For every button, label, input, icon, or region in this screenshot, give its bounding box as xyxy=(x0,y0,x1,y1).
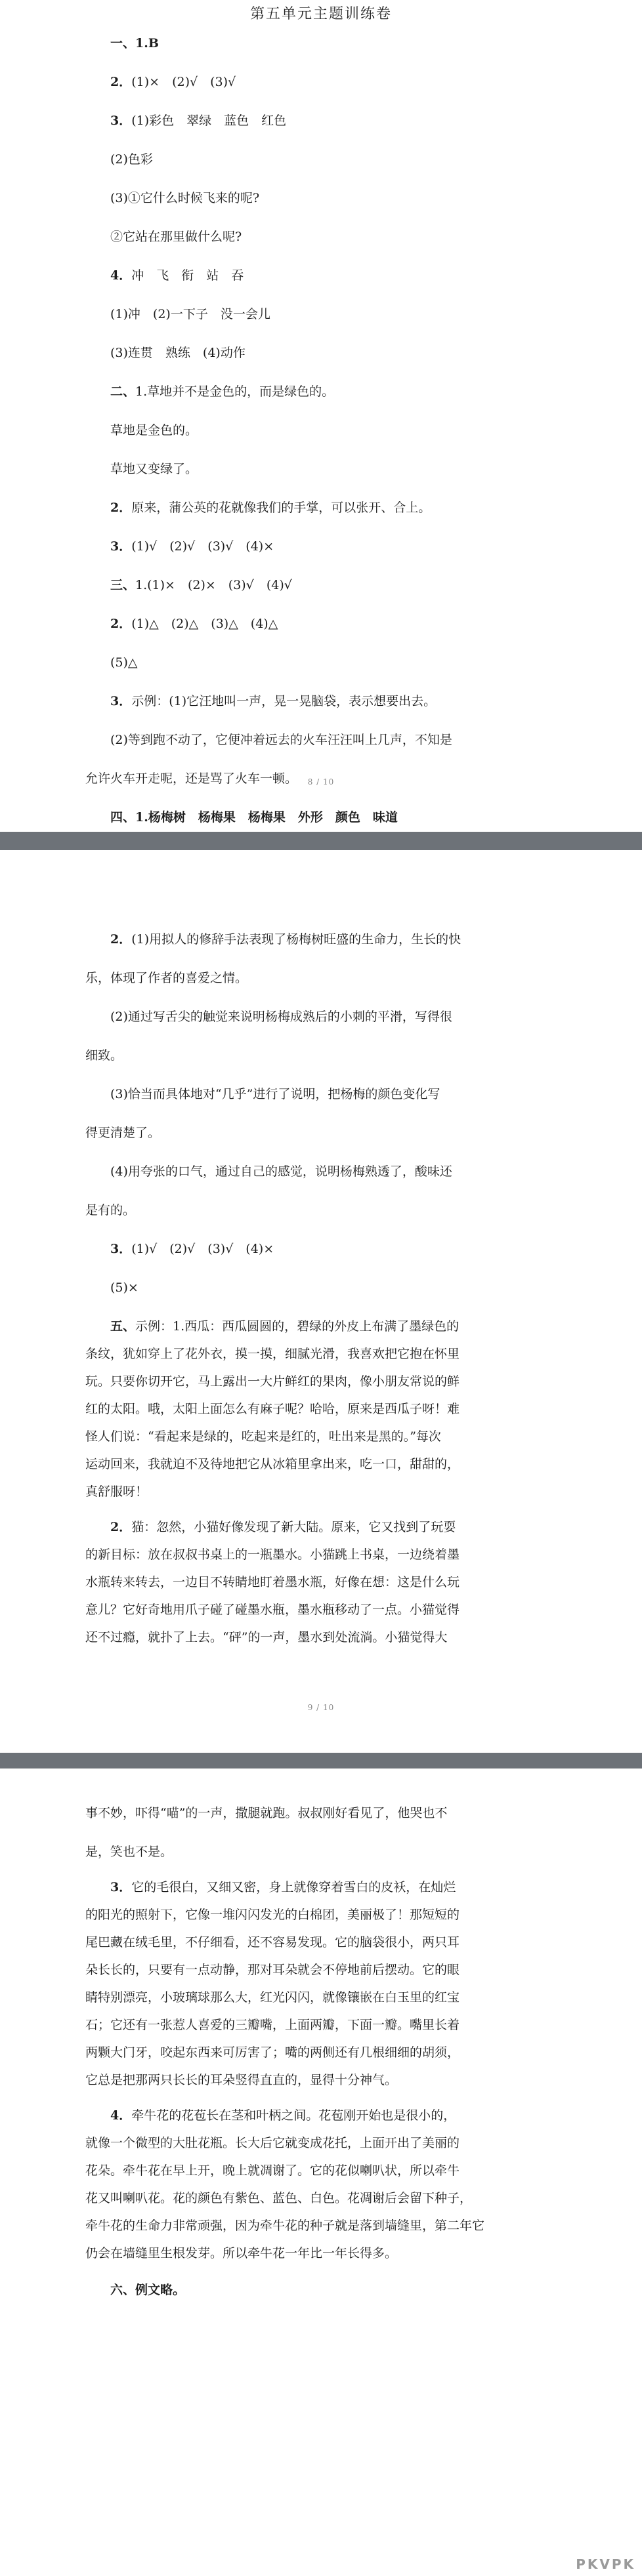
answer-line: 2．(1)× (2)√ (3)√ xyxy=(110,75,236,89)
answer-line: 尾巴藏在绒毛里，不仔细看，还不容易发现。它的脑袋很小，两只耳 xyxy=(85,1935,460,1950)
answer-line: 条纹，犹如穿上了花外衣，摸一摸，细腻光滑，我喜欢把它抱在怀里 xyxy=(85,1347,460,1361)
answer-line: 四、1.杨梅树 杨梅果 杨梅果 外形 颜色 味道 xyxy=(110,810,398,825)
answer-line: 2．猫：忽然，小猫好像发现了新大陆。原来，它又找到了玩耍 xyxy=(110,1520,456,1534)
answer-line: 石；它还有一张惹人喜爱的三瓣嘴，上面两瓣，下面一瓣。嘴里长着 xyxy=(85,2018,460,2032)
answer-line: 2．(1)△ (2)△ (3)△ (4)△ xyxy=(110,617,278,631)
answer-line: 仍会在墙缝里生根发芽。所以牵牛花一年比一年长得多。 xyxy=(85,2246,398,2260)
answer-line: 怪人们说：“看起来是绿的，吃起来是红的，吐出来是黑的。”每次 xyxy=(85,1429,441,1444)
answer-line: 3．它的毛很白，又细又密，身上就像穿着雪白的皮袄，在灿烂 xyxy=(110,1880,456,1894)
answer-line: 红的太阳。哦，太阳上面怎么有麻子呢？哈哈，原来是西瓜子呀！难 xyxy=(85,1402,460,1416)
answer-line: 事不妙，吓得“喵”的一声，撒腿就跑。叔叔刚好看见了，他哭也不 xyxy=(85,1806,448,1820)
answer-line: 睛特别漂亮，小玻璃球那么大，红光闪闪，就像镶嵌在白玉里的红宝 xyxy=(85,1990,460,2005)
answer-line: (2)等到跑不动了，它便冲着远去的火车汪汪叫上几声，不知是 xyxy=(110,733,452,747)
answer-line: 花朵。牵牛花在早上开，晚上就凋谢了。它的花似喇叭状，所以牵牛 xyxy=(85,2163,460,2178)
answer-line: 草地是金色的。 xyxy=(110,423,198,438)
answer-line: 2．(1)用拟人的修辞手法表现了杨梅树旺盛的生命力，生长的快 xyxy=(110,932,461,947)
answer-line: 3．(1)√ (2)√ (3)√ (4)× xyxy=(110,1242,274,1256)
answer-line: 细致。 xyxy=(85,1048,123,1063)
answer-line: 一、1.B xyxy=(110,36,159,51)
watermark: PKVPK xyxy=(576,2556,635,2572)
answer-line: 4．牵牛花的花苞长在茎和叶柄之间。花苞刚开始也是很小的， xyxy=(110,2108,456,2123)
page-2-content xyxy=(85,929,558,1648)
answer-line: 意儿？它好奇地用爪子碰了碰墨水瓶，墨水瓶移动了一点。小猫觉得 xyxy=(85,1603,460,1617)
page-number: 9 / 10 xyxy=(307,1703,335,1712)
document-page-3 xyxy=(0,1768,642,2576)
answer-line: ②它站在那里做什么呢? xyxy=(110,230,242,244)
page-1-content xyxy=(85,33,558,828)
answer-line: 三、1.(1)× (2)× (3)√ (4)√ xyxy=(110,578,292,592)
page-number: 8 / 10 xyxy=(307,777,335,787)
answer-line: 的阳光的照射下，它像一堆闪闪发光的白棉团，美丽极了！那短短的 xyxy=(85,1908,460,1922)
answer-line: 二、1.草地并不是金色的，而是绿色的。 xyxy=(110,384,335,399)
answer-line: 它总是把那两只长长的耳朵竖得直直的，显得十分神气。 xyxy=(85,2073,398,2087)
answer-line: 六、例文略。 xyxy=(110,2283,186,2297)
document-page-1 xyxy=(0,0,642,832)
answer-line: (3)连贯 熟练 (4)动作 xyxy=(110,346,246,360)
answer-line: 运动回来，我就迫不及待地把它从冰箱里拿出来，吃一口，甜甜的， xyxy=(85,1457,460,1471)
answer-line: 水瓶转来转去，一边目不转睛地盯着墨水瓶，好像在想：这是什么玩 xyxy=(85,1575,460,1589)
page-divider xyxy=(0,1753,642,1768)
answer-line: (3)①它什么时候飞来的呢? xyxy=(110,191,260,205)
answer-line: 是，笑也不是。 xyxy=(85,1845,173,1859)
answer-line: 牵牛花的生命力非常顽强，因为牵牛花的种子就是落到墙缝里，第二年它 xyxy=(85,2218,485,2233)
answer-line: (1)冲 (2)一下子 没一会儿 xyxy=(110,307,270,321)
answer-line: 乐，体现了作者的喜爱之情。 xyxy=(85,971,248,985)
answer-line: 玩。只要你切开它，马上露出一大片鲜红的果肉，像小朋友常说的鲜 xyxy=(85,1374,460,1389)
answer-line: 就像一个微型的大肚花瓶。长大后它就变成花托，上面开出了美丽的 xyxy=(85,2136,460,2150)
answer-line: 还不过瘾，就扑了上去。“砰”的一声，墨水到处流淌。小猫觉得大 xyxy=(85,1630,448,1645)
page-3-content xyxy=(85,1803,558,2300)
answer-line: 五、示例：1.西瓜：西瓜圆圆的，碧绿的外皮上布满了墨绿色的 xyxy=(110,1319,460,1334)
answer-line: (5)× xyxy=(110,1280,139,1295)
answer-line: 的新目标：放在叔叔书桌上的一瓶墨水。小猫跳上书桌，一边绕着墨 xyxy=(85,1547,460,1562)
document-page-2 xyxy=(0,850,642,1753)
answer-line: 2．原来，蒲公英的花就像我们的手掌，可以张开、合上。 xyxy=(110,501,431,515)
answer-line: 得更清楚了。 xyxy=(85,1126,161,1140)
page-divider xyxy=(0,832,642,850)
answer-line: 朵长长的，只要有一点动静，那对耳朵就会不停地前后摆动。它的眼 xyxy=(85,1963,460,1977)
answer-line: 允许火车开走呢，还是骂了火车一顿。 xyxy=(85,771,298,786)
answer-line: 3．(1)√ (2)√ (3)√ (4)× xyxy=(110,539,274,554)
answer-line: 草地又变绿了。 xyxy=(110,462,198,476)
answer-line: 3．(1)彩色 翠绿 蓝色 红色 xyxy=(110,113,287,128)
answer-line: 真舒服呀！ xyxy=(85,1484,148,1499)
answer-line: (2)色彩 xyxy=(110,152,153,167)
answer-line: 两颗大门牙，咬起东西来可厉害了；嘴的两侧还有几根细细的胡须， xyxy=(85,2045,460,2060)
answer-line: (3)恰当而具体地对“几乎”进行了说明，把杨梅的颜色变化写 xyxy=(110,1087,440,1101)
answer-line: (4)用夸张的口气，通过自己的感觉，说明杨梅熟透了，酸味还 xyxy=(110,1164,452,1179)
answer-line: 4．冲 飞 衔 站 吞 xyxy=(110,268,244,283)
answer-line: 是有的。 xyxy=(85,1203,136,1217)
answer-line: (2)通过写舌尖的触觉来说明杨梅成熟后的小刺的平滑，写得很 xyxy=(110,1010,452,1024)
answer-line: 3．示例：(1)它汪地叫一声，晃一晃脑袋，表示想要出去。 xyxy=(110,694,437,708)
answer-line: (5)△ xyxy=(110,655,138,670)
page-title: 第五单元主题训练卷 xyxy=(249,6,392,22)
answer-line: 花又叫喇叭花。花的颜色有紫色、蓝色、白色。花凋谢后会留下种子， xyxy=(85,2191,473,2205)
